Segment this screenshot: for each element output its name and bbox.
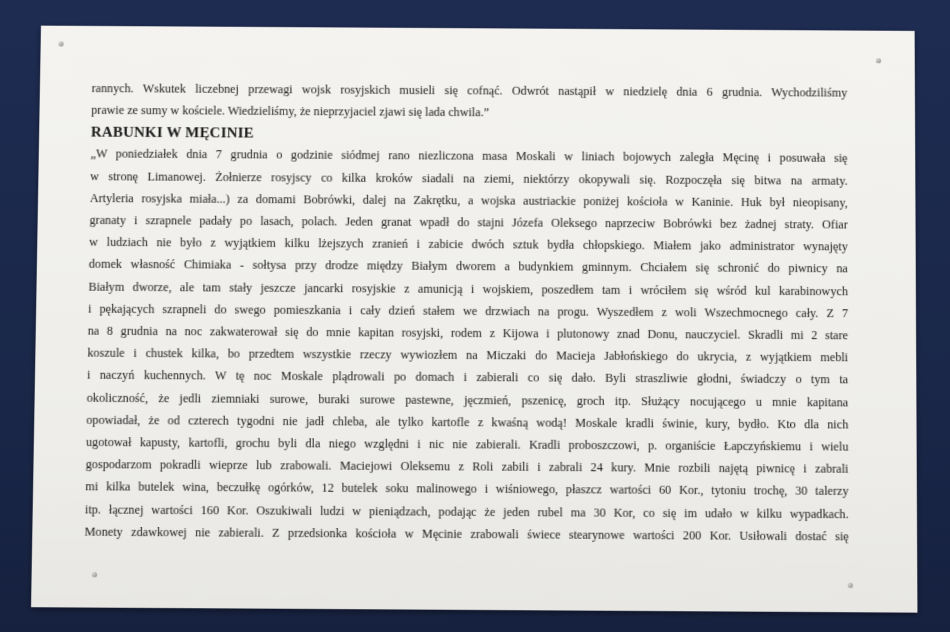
body-line: opowiadał, że od czterech tygodni nie jadł chleba, ale tylko kartofle z kwaśną wodą! Moskale kradli świnie, kury, bydło. Kto dla nich xyxy=(86,412,849,432)
body-line: domek własność Chimiaka - sołtysa przy drodze między Białym dworem a budynkiem gminnym. Chciałem się schronić do piwnicy na xyxy=(88,257,848,276)
intro-line: prawie ze sumy w kościele. Wiedzieliśmy, że nieprzyjaciel zjawi się lada chwila.” xyxy=(91,103,490,120)
body-line: i pękających szrapneli do swego pomieszkania i cały dzień stałem we drzwiach na progu. Wyszedłem z woli Wszechmocnego cały. Z 7 xyxy=(88,301,849,321)
body-line: mi kilka butelek wina, beczułkę ogórków, 12 butelek soku malinowego i wiśniowego, płaszcz wartości 60 Kor., tytoniu trochę, 30 talerzy xyxy=(85,479,849,499)
body-line: koszule i chustek kilka, bo przedtem wszystkie rzeczy wywiozłem na Miczaki do Macieja Jabłońskiego do ukrycia, z wyjątkiem mebli xyxy=(87,345,849,365)
body-line: „W poniedziałek dnia 7 grudnia o godzinie siódmej rano niezliczona masa Moskali w liniach bojowych zaległa Męcinę i posuwała się xyxy=(90,146,848,166)
body-line: i naczyń kuchennych. W tę noc Moskale plądrowali po domach i zabierali co się dało. Byli straszliwie głodni, świadczy o tym ta xyxy=(86,368,849,387)
body-line: ugotował kapusty, kartofli, grochu byli dla niego względni i nic nie zabierali. Kradli proboszczowi, p. organiście Łapczyńskiemu i wielu xyxy=(85,434,849,454)
body-line: Monety zdawkowej nie zabierali. Z przedsionka kościoła w Męcinie zrabowali świece stearynowe wartości 200 Kor. Usiłowali dostać się xyxy=(84,524,849,544)
document-text xyxy=(84,77,848,547)
body-line: okoliczność, że jedli ziemniaki surowe, buraki surowe pastewne, jęczmień, pszenicę, groch itp. Służący nocującego u mnie kapitana xyxy=(86,390,849,410)
body-line: w ludziach nie było z wyjątkiem kilku lżejszych zranień i zabicie dwóch sztuk bydła chłopskiego. Miałem jako administrator wynajęty xyxy=(89,235,848,254)
intro-line: rannych. Wskutek liczebnej przewagi wojsk rosyjskich musieli się cofnąć. Odwrót nastąpił w niedzielę dnia 6 grudnia. Wychodziliśmy xyxy=(91,81,848,100)
pin-top-left xyxy=(58,42,63,47)
body-line: granaty i szrapnele padały po lasach, polach. Jeden granat wpadł do stajni Józefa Oleksego naprzeciw Bobrówki bez żadnej straty. Ofiar xyxy=(89,212,848,232)
document-panel xyxy=(31,26,917,613)
section-heading: RABUNKI W MĘCINIE xyxy=(90,125,254,142)
body-line: na 8 grudnia na noc zakwaterował się do mnie kapitan rosyjski, rodem z Kijowa i plutonowy znad Donu, nauczyciel. Skradli mi 2 stare xyxy=(87,323,849,343)
body-line: w stronę Limanowej. Żołnierze rosyjscy co kilka kroków siadali na ziemi, niektórzy okopywali się. Rozpoczęła się bitwa na armaty. xyxy=(90,168,848,188)
pin-top-right xyxy=(876,58,881,63)
body-line: gospodarzom pokradli wieprze lub zrabowali. Maciejowi Oleksemu z Roli zabili i zabrali 24 kury. Mnie rozbili najętą piwnicę i zabrali xyxy=(85,457,849,477)
pin-bottom-right xyxy=(848,583,853,588)
body-line: Białym dworze, ale tam stały jeszcze jancarki rosyjskie z amunicją i wojskiem, poszedłem tam i wróciłem się wśród kul karabinowych xyxy=(88,279,848,298)
body-line: itp. łącznej wartości 160 Kor. Oszukiwali ludzi w pieniądzach, podając że jeden rubel ma 30 Kor, co się im udało w kilku wypadkach. xyxy=(84,502,849,521)
body-line: Artyleria rosyjska miała...) za domami Bobrówki, dalej na Zakrętku, a wojska austriackie poniżej kościoła w Kaninie. Huk był nieopisany, xyxy=(89,190,848,210)
pin-bottom-left xyxy=(92,572,97,577)
